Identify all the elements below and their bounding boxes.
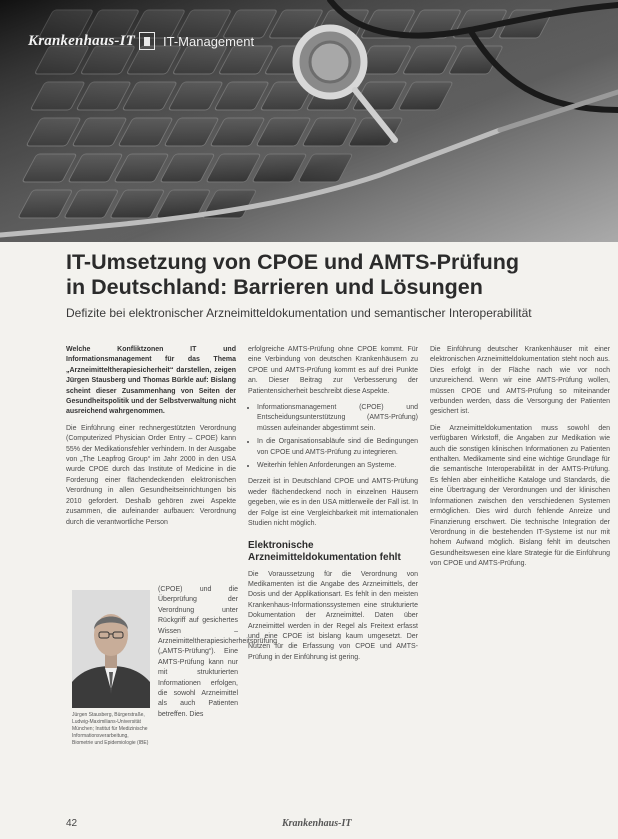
- column-3: [430, 345, 610, 825]
- column-1-body: Die Einführung einer rechnergestützten Verordnung (Computerized Physician Order Entry – CPOE) kann 55% der Medikationsfehler verhindern. In der Ausgabe von „The Leapfrog Group“ im Jahr 2000 in den USA wurde CPOE durch das Institute of Medicine in die Forderung einer flächendeckenden elektronischen Verordnung in allen Gesundheitseinrichtungen bis 2010 gefordert. Deshalb gehören zwei Aspekte zusammen, die aufeinander aufbauen: Verordnung durch die verantwortliche Person: [66, 424, 236, 526]
- column-2: [248, 345, 418, 825]
- article-title: [66, 250, 606, 300]
- column-2-body: Die Voraussetzung für die Verordnung von Medikamenten ist die Angabe des Arzneimittels, der Dosis und der Applikationsart. Es fehlt in den meisten Krankenhaus-Informationssystemen eine strukturierte Dokumentation der Arzneimittel. Daten über Arzneimittel werden in der Regel als Freitext erfasst und eine CPOE ist bislang kaum umgesetzt. Der Nutzen für die Erfassung von CPOE und AMTS-Prüfung in der Einführung ist gering.: [248, 570, 418, 661]
- section-icon: [139, 32, 155, 50]
- author-photo: [72, 590, 150, 708]
- footer-logo: Krankenhaus-IT: [282, 818, 352, 829]
- column-2-middle: Derzeit ist in Deutschland CPOE und AMTS-Prüfung weder flächendeckend noch in einzelnen Häusern gegeben, wie es in den USA mittlerweile der Fall ist. In der Folge ist eine Vergleichbarkeit mit internationalen Studien nicht möglich.: [248, 478, 418, 528]
- section-label: IT-Management: [163, 33, 255, 49]
- column-3-paragraph-1: Die Einführung deutscher Krankenhäuser mit einer elektronischen Arzneimitteldokumentation steht noch aus. Dies erfolgt in der Fläche nach wie vor noch unzureichend. Wenn wir eine AMTS-Prüfung wollen, müssen CPOE und AMTS-Prüfung so miteinander verbunden werden, dass die Versorgung der Patienten gesichert ist.: [430, 346, 610, 416]
- photo-caption: Jürgen Stausberg, Bürgerstraße, Ludwig-Maximilians-Universität München; Institut für Medizinische Informationsverarbeitung, Biometrie und Epidemiologie (IBE): [72, 712, 149, 746]
- article-subtitle: Defizite bei elektronischer Arzneimitteldokumentation und semantischer Interoperabilität: [66, 306, 532, 320]
- list-item: • Weiterhin fehlen Anforderungen an Systeme.: [257, 461, 418, 471]
- column-3-paragraph-2: Die Arzneimitteldokumentation muss sowohl den verfügbaren Wirkstoff, die Angaben zur Medikation wie auch die sonstigen klinischen Informationen zu Patienten enthalten. Medikamente sind eine wichtige Grundlage für die semantische Interoperabilität in der AMTS-Prüfung. Es fehlen aber einheitliche Kataloge und Standards, die eine Übertragung der Verordnungen und der klinischen Informationen zwischen den verschiedenen Systemen ermöglichen. Dies wird durch fehlende Anreize und Finanzierung erschwert. Die technische Integration der Verordnung in die bestehenden IT-Systeme ist nur mit hohem Aufwand möglich. Bislang fehlt im deutschen Gesundheitswesen eine klare Strategie für die Einführung von CPOE und AMTS-Prüfung.: [430, 424, 610, 568]
- article-title-line-2: in Deutschland: Barrieren und Lösungen: [66, 275, 483, 299]
- article-title-line-1: IT-Umsetzung von CPOE und AMTS-Prüfung: [66, 250, 520, 274]
- page-number: 42: [66, 818, 78, 829]
- column-1-continuation: (CPOE) und die Überprüfung der Verordnung unter Rückgriff auf gesichertes Wissen – Arzneimitteltherapiesicherheitsprüfung („AMTS-Prüfung“). Eine AMTS-Prüfung kann nur mit strukturierten Informationen erfolgen, die sowohl Arzneimittel als auch Patienten betreffen. Dies: [158, 586, 278, 718]
- column-2-bullet-list: [248, 403, 418, 471]
- column-2-intro: erfolgreiche AMTS-Prüfung ohne CPOE kommt. Für eine Verbindung von deutschen Krankenhäusern zu CPOE und AMTS-Prüfung kommt es auf drei Punkte an. Dieser Beitrag zur Verbesserung der Patientensicherheit beschreibt diese Aspekte.: [248, 346, 418, 395]
- masthead-logo: Krankenhaus-IT: [28, 32, 136, 49]
- list-item: • Informationsmanagement (CPOE) und Entscheidungsunterstützung (AMTS-Prüfung) müssen aufeinander abgestimmt sein.: [257, 403, 418, 434]
- list-item: • In die Organisationsabläufe sind die Bedingungen von CPOE und AMTS-Prüfung zu integrieren.: [257, 437, 418, 458]
- article-lead: Welche Konfliktzonen IT und Informationsmanagement für das Thema „Arzneimitteltherapiesicherheit“ darstellen, zeigen Jürgen Stausberg und Thomas Bürkle auf: Bislang scheint dieser Zusammenhang von Seiten der Gesundheitspolitik und der Selbstverwaltung nicht ausreichend wahrgenommen.: [66, 346, 236, 416]
- section-heading: Elektronische Arzneimitteldokumentation fehlt: [248, 539, 401, 563]
- author-portrait-image: [72, 590, 150, 708]
- masthead: [28, 30, 254, 52]
- hero-photo: [0, 0, 618, 242]
